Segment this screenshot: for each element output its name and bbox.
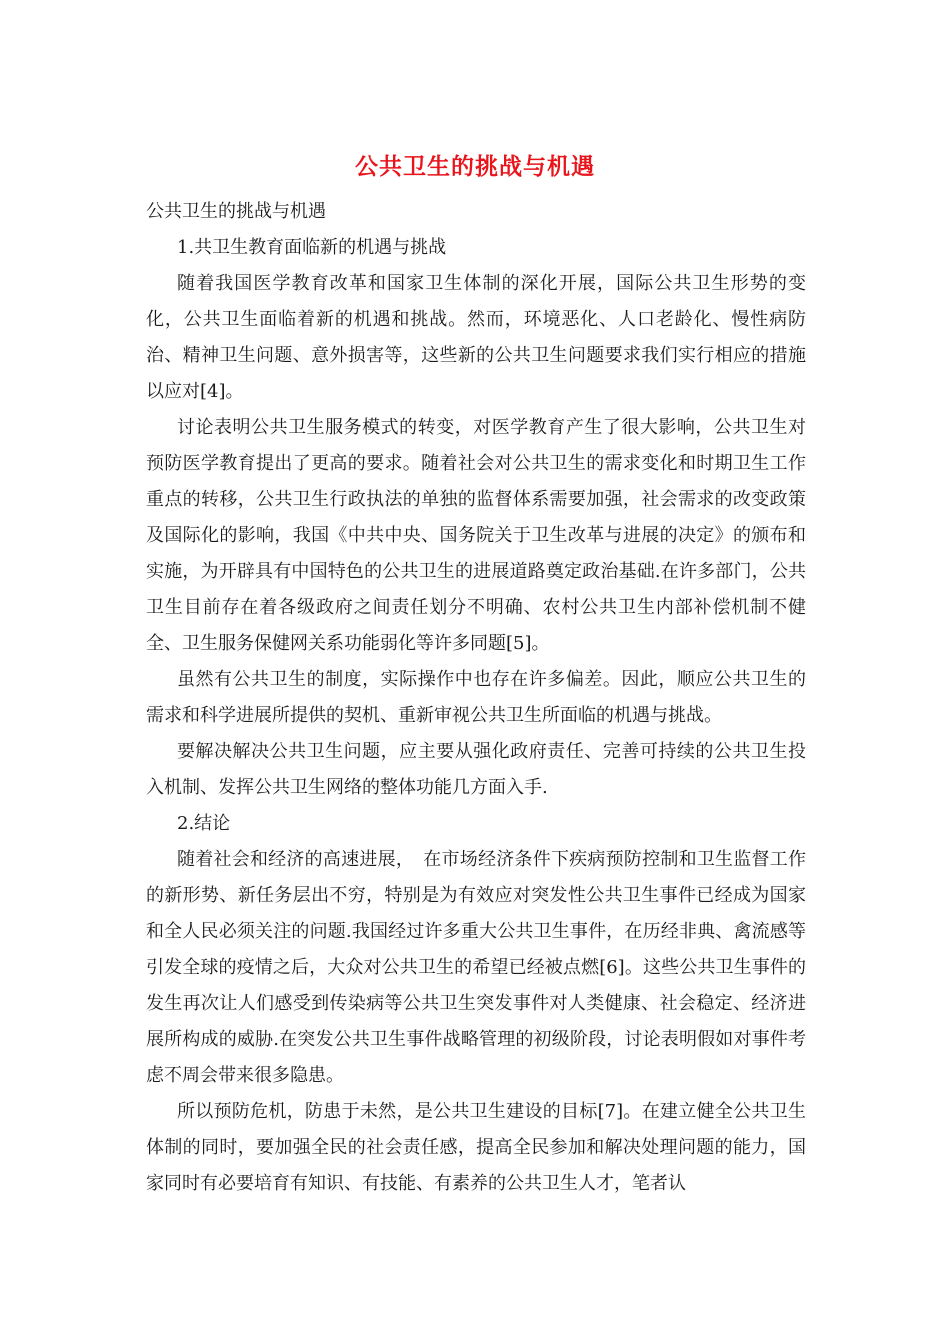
paragraph: 所以预防危机，防患于未然，是公共卫生建设的目标[7]。在建立健全公共卫生体制的同时，要加强全民的社会责任感，提高全民参加和解决处理问题的能力，国家同时有必要培育有知识、有技能、有素养的公共卫生人才，笔者认	[146, 1101, 806, 1194]
paragraph: 要解决解决公共卫生问题，应主要从强化政府责任、完善可持续的公共卫生投入机制、发挥公共卫生网络的整体功能几方面入手.	[146, 741, 806, 798]
section-heading-1: 1.共卫生教育面临新的机遇与挑战	[177, 237, 447, 258]
paragraph-subtitle: 公共卫生的挑战与机遇	[146, 201, 326, 222]
section-heading-2: 2.结论	[177, 813, 231, 834]
paragraph: 虽然有公共卫生的制度，实际操作中也存在许多偏差。因此，顺应公共卫生的需求和科学进展所提供的契机、重新审视公共卫生所面临的机遇与挑战。	[146, 669, 806, 726]
paragraph: 讨论表明公共卫生服务模式的转变，对医学教育产生了很大影响，公共卫生对预防医学教育提出了更高的要求。随着社会对公共卫生的需求变化和时期卫生工作重点的转移，公共卫生行政执法的单独的监督体系需要加强，社会需求的改变政策及国际化的影响，我国《中共中央、国务院关于卫生改革与进展的决定》的颁布和实施，为开辟具有中国特色的公共卫生的进展道路奠定政治基础.在许多部门，公共卫生目前存在着各级政府之间责任划分不明确、农村公共卫生内部补偿机制不健全、卫生服务保健网关系功能弱化等许多同题[5]。	[146, 417, 806, 654]
document-body	[146, 194, 806, 1202]
paragraph: 随着社会和经济的高速进展， 在市场经济条件下疾病预防控制和卫生监督工作的新形势、新任务层出不穷，特别是为有效应对突发性公共卫生事件已经成为国家和全人民必须关注的问题.我国经过许多重大公共卫生事件，在历经非典、禽流感等引发全球的疫情之后，大众对公共卫生的希望已经被点燃[6]。这些公共卫生事件的发生再次让人们感受到传染病等公共卫生突发事件对人类健康、社会稳定、经济进展所构成的威胁.在突发公共卫生事件战略管理的初级阶段，讨论表明假如对事件考虑不周会带来很多隐患。	[146, 849, 806, 1086]
document-title: 公共卫生的挑战与机遇	[355, 153, 595, 180]
paragraph: 随着我国医学教育改革和国家卫生体制的深化开展，国际公共卫生形势的变化，公共卫生面临着新的机遇和挑战。然而，环境恶化、人口老龄化、慢性病防治、精神卫生问题、意外损害等，这些新的公共卫生问题要求我们实行相应的措施以应对[4]。	[146, 273, 806, 402]
